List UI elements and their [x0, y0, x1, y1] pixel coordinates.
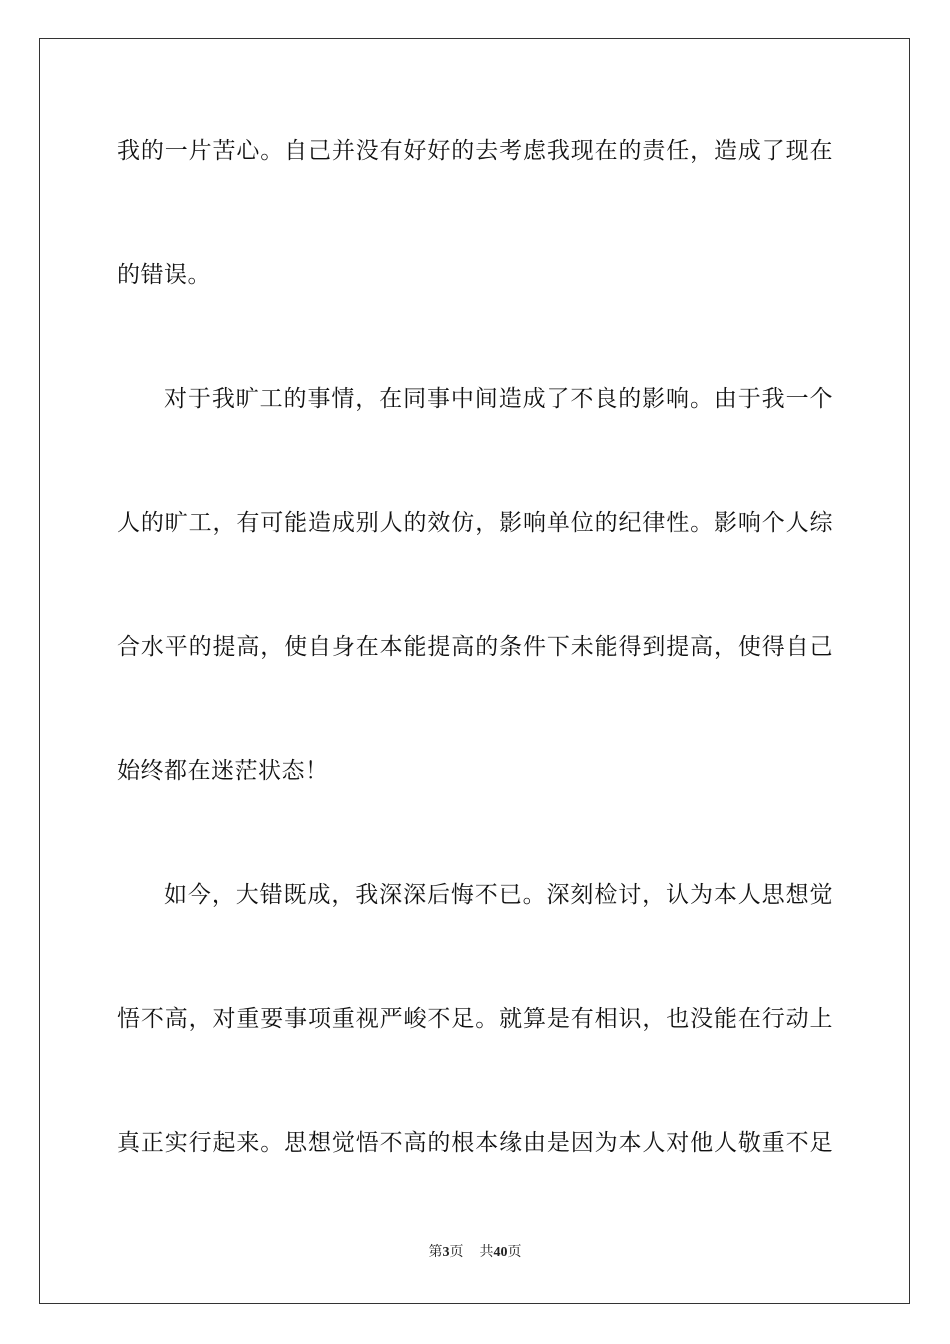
page-prefix: 第: [428, 1244, 443, 1260]
page-suffix: 页: [449, 1244, 464, 1260]
page-footer: [0, 1243, 950, 1262]
paragraph-line: 始终都在迷茫状态！: [117, 758, 329, 784]
paragraph-line: 对于我旷工的事情，在同事中间造成了不良的影响。由于我一个: [164, 386, 833, 412]
total-suffix: 页: [507, 1244, 522, 1260]
paragraph-line: 真正实行起来。思想觉悟不高的根本缘由是因为本人对他人敬重不足: [117, 1130, 833, 1156]
paragraph-line: 我的一片苦心。自己并没有好好的去考虑我现在的责任，造成了现在: [117, 138, 833, 164]
page-border: [39, 38, 910, 1304]
total-pages: 40: [493, 1245, 508, 1260]
page-number: 3: [442, 1245, 450, 1260]
paragraph-line: 人的旷工，有可能造成别人的效仿，影响单位的纪律性。影响个人综: [117, 510, 833, 536]
paragraph-line: 悟不高，对重要事项重视严峻不足。就算是有相识，也没能在行动上: [117, 1006, 833, 1032]
total-prefix: 共: [479, 1244, 494, 1260]
paragraph-line: 合水平的提高，使自身在本能提高的条件下未能得到提高，使得自己: [117, 634, 833, 660]
paragraph-line: 的错误。: [117, 262, 211, 288]
paragraph-line: 如今，大错既成，我深深后悔不已。深刻检讨，认为本人思想觉: [164, 882, 833, 908]
